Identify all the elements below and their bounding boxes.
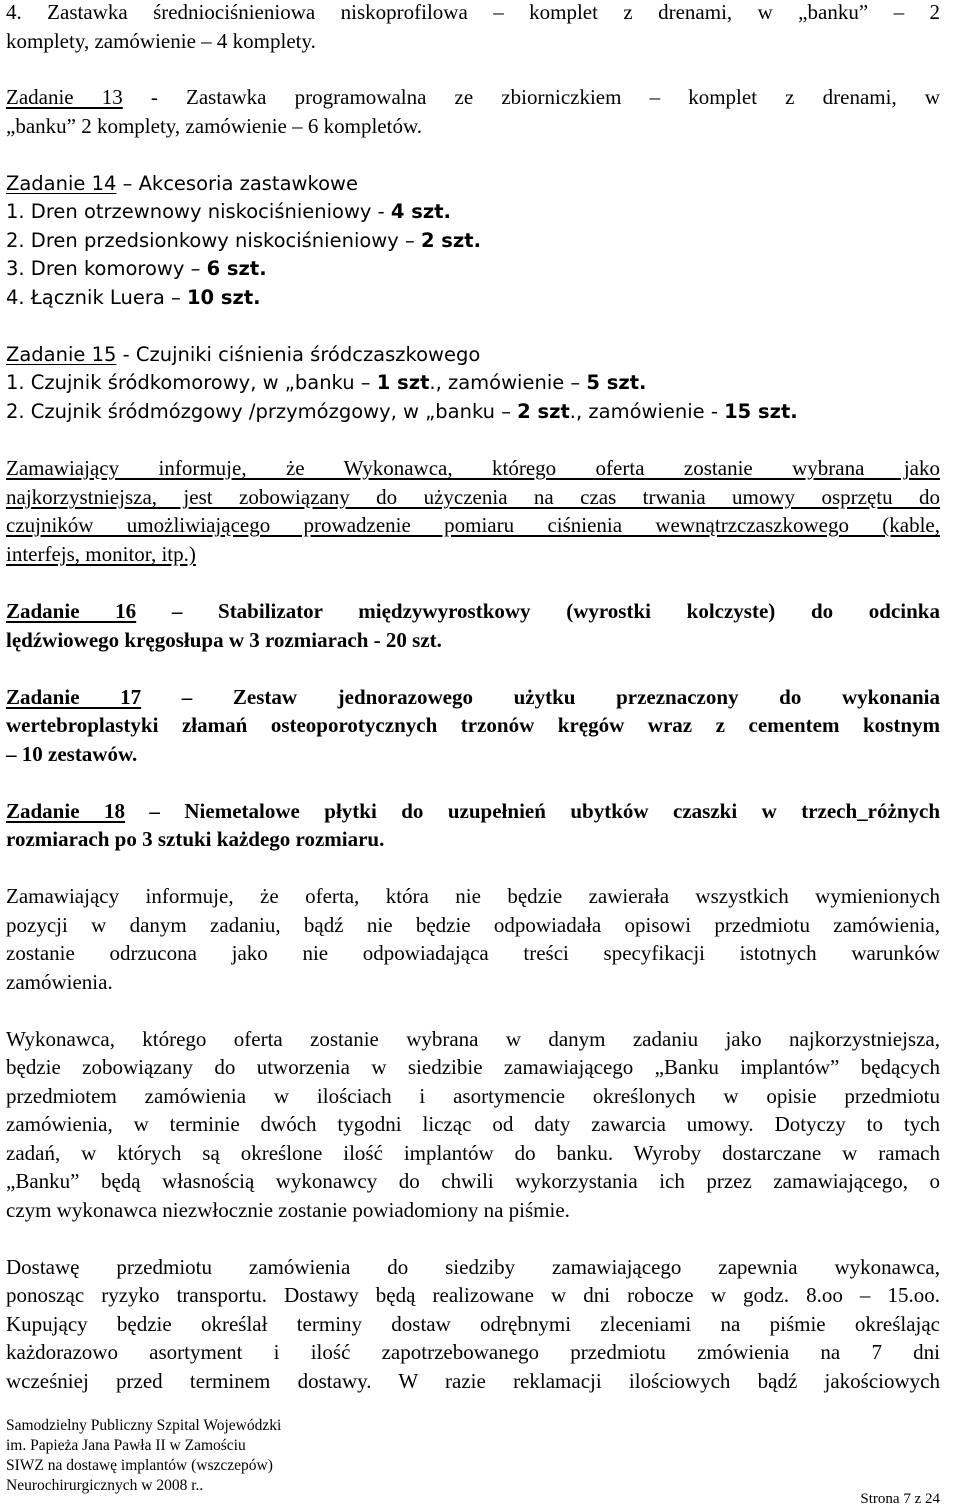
paragraph-2-line-3: przedmiotem zamówienia w ilościach i asortymencie określonych w opisie przedmiotu (6, 1084, 940, 1108)
zadanie-13-line-2: „banku” 2 komplety, zamówienie – 6 kompletów. (6, 114, 423, 138)
zadanie-14-title: – Akcesoria zastawkowe (116, 172, 358, 195)
footer-line-2: im. Papieża Jana Pawła II w Zamościu (6, 1437, 246, 1454)
item-quantity: 4 szt. (390, 200, 451, 223)
zadanie-17-label: Zadanie 17 (6, 685, 142, 709)
paragraph-3-line-1: Dostawę przedmiotu zamówienia do siedziby zamawiającego zapewnia wykonawca, (6, 1255, 940, 1279)
zadanie-17-title: – Zestaw jednorazowego użytku przeznaczony do wykonania (141, 685, 940, 709)
item-text: 2. Dren przedsionkowy niskociśnieniowy – (6, 229, 421, 252)
item-quantity: 5 szt (586, 371, 640, 394)
zadanie-14-item-3 (6, 255, 267, 283)
paragraph-2-line-1: Wykonawca, którego oferta zostanie wybrana w danym zadaniu jako najkorzystniejsza, (6, 1027, 940, 1051)
item-text: ., zamówienie – (429, 371, 587, 394)
paragraph-1-line-4: zamówienia. (6, 970, 113, 994)
item-4-line-1: 4. Zastawka średniociśnieniowa niskoprofilowa – komplet z drenami, w „banku” – 2 (6, 0, 940, 24)
footer-line-3: SIWZ na dostawę implantów (wszczepów) (6, 1457, 273, 1474)
item-quantity: 1 szt (376, 371, 430, 394)
zadanie-14-item-2 (6, 227, 481, 255)
zadanie-15-heading (6, 341, 480, 369)
zadanie-18-line-2: rozmiarach po 3 sztuki każdego rozmiaru. (6, 827, 385, 851)
info-1-line-4: interfejs, monitor, itp.) (6, 542, 196, 566)
zadanie-16-heading (6, 597, 940, 625)
paragraph-2-line-5: zadań, w których są określone ilość implantów do banku. Wyroby dostarczane w ramach (6, 1141, 940, 1165)
item-text: 1. Dren otrzewnowy niskociśnieniowy - (6, 200, 391, 223)
info-1-line-1: Zamawiający informuje, że Wykonawca, którego oferta zostanie wybrana jako (6, 456, 940, 480)
zadanie-18-label: Zadanie 18 (6, 799, 125, 823)
footer-line-4: Neurochirurgicznych w 2008 r.. (6, 1477, 204, 1494)
paragraph-3-line-4: każdorazowo asortyment i ilość zapotrzebowanego przedmiotu zmówienia na 7 dni (6, 1340, 940, 1364)
page-number: Strona 7 z 24 (860, 1491, 940, 1507)
paragraph-3-line-2: ponosząc ryzyko transportu. Dostawy będą realizowane w dni robocze w godz. 8.oo – 15.oo. (6, 1283, 940, 1307)
zadanie-15-label: Zadanie 15 (6, 343, 117, 366)
zadanie-15-item-2: 2. Czujnik śródmózgowy /przymózgowy, w „banku – 2 szt., zamówienie - 15 szt. (6, 400, 798, 423)
zadanie-13-heading (6, 83, 940, 111)
item-quantity: 6 szt. (206, 257, 267, 280)
info-1-line-2: najkorzystniejsza, jest zobowiązany do użyczenia na czas trwania umowy osprzętu do (6, 485, 940, 509)
item-quantity: 10 szt. (186, 286, 261, 309)
footer-line-1: Samodzielny Publiczny Szpital Wojewódzki (6, 1417, 282, 1434)
item-text: 3. Dren komorowy – (6, 257, 207, 280)
zadanie-16-label: Zadanie 16 (6, 599, 137, 623)
zadanie-14-item-1 (6, 198, 451, 226)
info-1-line-3: czujników umożliwiającego prowadzenie pomiaru ciśnienia wewnątrzczaszkowego (kable, (6, 513, 940, 537)
zadanie-15-title: - Czujniki ciśnienia śródczaszkowego (116, 343, 481, 366)
item-4-line-2: komplety, zamówienie – 4 komplety. (6, 29, 316, 53)
zadanie-14-item-4 (6, 284, 261, 312)
paragraph-2-line-7: czym wykonawca niezwłocznie zostanie powiadomiony na piśmie. (6, 1198, 570, 1222)
zadanie-17-heading (6, 683, 940, 711)
zadanie-17-line-2: wertebroplastyki złamań osteoporotycznych trzonów kręgów wraz z cementem kostnym (6, 713, 940, 737)
item-quantity: 2 szt (517, 400, 570, 423)
zadanie-17-line-3: – 10 zestawów. (6, 742, 138, 766)
zadanie-18-heading (6, 797, 940, 825)
zadanie-16-title: – Stabilizator międzywyrostkowy (wyrostki kolczyste) do odcinka (136, 599, 940, 623)
paragraph-3-line-5: wcześniej przed terminem dostawy. W razie reklamacji ilościowych bądź jakościowych (6, 1369, 940, 1393)
paragraph-2-line-2: będzie zobowiązany do utworzenia w siedzibie zamawiającego „Banku implantów” będących (6, 1055, 940, 1079)
paragraph-2-line-4: zamówienia, w terminie dwóch tygodni licząc od daty zawarcia umowy. Dotyczy to tych (6, 1112, 940, 1136)
zadanie-14-heading (6, 170, 358, 198)
item-text: 1. Czujnik śródkomorowy, w „banku – (6, 371, 377, 394)
paragraph-3-line-3: Kupujący będzie określał terminy dostaw odrębnymi zleceniami na piśmie określając (6, 1312, 940, 1336)
zadanie-14-label: Zadanie 14 (6, 172, 117, 195)
item-quantity: 15 szt (724, 400, 791, 423)
item-text: 2. Czujnik śródmózgowy /przymózgowy, w „banku – (6, 400, 518, 423)
zadanie-16-line-2: lędźwiowego kręgosłupa w 3 rozmiarach - 20 szt. (6, 628, 442, 652)
item-quantity: 2 szt. (420, 229, 481, 252)
paragraph-2-line-6: „Banku” będą własnością wykonawcy do chwili wykorzystania ich przez zamawiającego, o (6, 1169, 940, 1193)
zadanie-13-label: Zadanie 13 (6, 85, 123, 109)
item-text: 4. Łącznik Luera – (6, 286, 187, 309)
paragraph-1-line-2: pozycji w danym zadaniu, bądź nie będzie odpowiadała opisowi przedmiotu zamówienia, (6, 913, 940, 937)
zadanie-13-title: - Zastawka programowalna ze zbiorniczkiem – komplet z drenami, w (122, 85, 941, 109)
item-text: ., zamówienie - (569, 400, 725, 423)
paragraph-1-line-1: Zamawiający informuje, że oferta, która nie będzie zawierała wszystkich wymienionych (6, 884, 940, 908)
zadanie-18-title: – Niemetalowe płytki do uzupełnień ubytków czaszki w trzech_różnych (124, 799, 940, 823)
zadanie-15-item-1: 1. Czujnik śródkomorowy, w „banku – 1 szt., zamówienie – 5 szt. (6, 371, 647, 394)
paragraph-1-line-3: zostanie odrzucona jako nie odpowiadająca treści specyfikacji istotnych warunków (6, 941, 940, 965)
